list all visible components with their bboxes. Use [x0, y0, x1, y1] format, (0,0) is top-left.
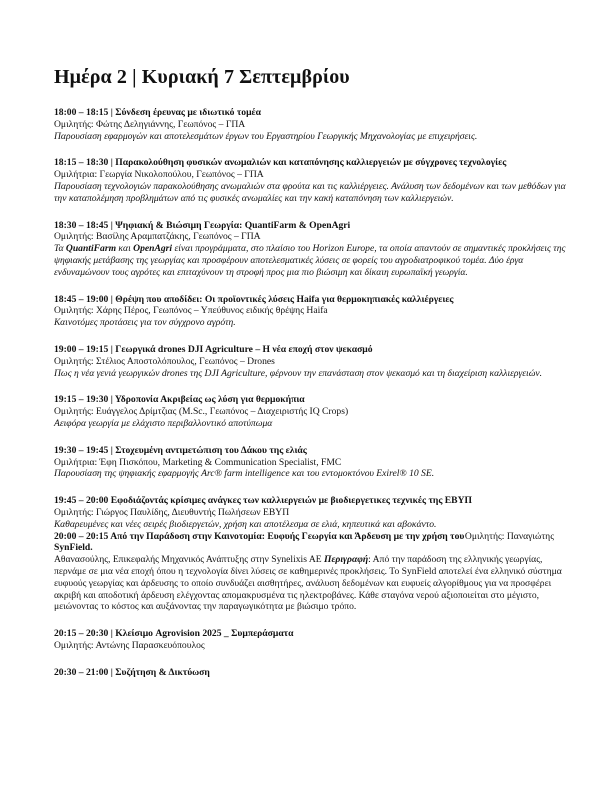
- desc-emphasis: OpenAgri: [133, 243, 173, 255]
- session-item: [54, 394, 574, 429]
- desc-text: Τα: [54, 243, 66, 255]
- program-page: [54, 66, 574, 693]
- session-title: 19:00 – 19:15 | Γεωργικά drones DJI Agriculture – Η νέα εποχή στον ψεκασμό: [54, 343, 373, 355]
- session-speaker: Ομιλήτρια: Γεωργία Νικολοπούλου, Γεωπόνος – ΓΠΑ: [54, 169, 264, 181]
- session-title: [54, 531, 574, 555]
- session-item-synfield: [54, 531, 574, 614]
- session-description: [54, 243, 574, 278]
- desc-text: είναι προγράμματα, στο πλαίσιο του Horizon Europe, τα οποία απαντούν σε σημαντικές προκλήσεις της ψηφιακής μετάβασης της γεωργίας και προσφέρουν αποτελεσματικές λύσεις σε φορείς του αγροδιατροφικού τομέα. Δύο έργα ενδυναμώνουν τους αγρότες και επιταχύνουν τη στροφή προς μια πιο βιώσιμη και δίκαιη ευρωπαϊκή γεωργία.: [54, 243, 566, 278]
- session-title: 18:00 – 18:15 | Σύνδεση έρευνας με ιδιωτικό τομέα: [54, 107, 261, 118]
- session-description: Παρουσίαση εφαρμογών και αποτελεσμάτων έργων του Εργαστηρίου Γεωργικής Μηχανολογίας με επιχειρήσεις.: [54, 130, 478, 142]
- session-description: Καινοτόμες προτάσεις για τον σύγχρονο αγρότη.: [54, 317, 236, 329]
- session-speaker: Ομιλητής: Στέλιος Αποστολόπουλος, Γεωπόνος – Drones: [54, 355, 275, 367]
- desc-text: : Από την παράδοση της ελληνικής γεωργίας, περνάμε σε μια νέα εποχή όπου η τεχνολογία δίνει λύσεις σε καθημερινές προκλήσεις. Το SynField αποτελεί ένα ελληνικό σύστημα ευφυούς γεωργίας και άρδευσης το οποίο συνδυάζει αισθητήρες, ανάλυση δεδομένων και ευφυείς αλγορίθμους για να προσφέρει ακριβή και αποδοτική άρδευση ελέγχοντας απομακρυσμένα τις ηλεκτροβάνες. Κάθε σταγόνα νερού αξιοποιείται στο μέγιστο, μειώνοντας το κόστος και αυξάνοντας την παραγωγικότητα με βιώσιμο τρόπο.: [54, 554, 562, 613]
- page-title: Ημέρα 2 | Κυριακή 7 Σεπτεμβρίου: [54, 66, 350, 88]
- session-description: Παρουσίαση της ψηφιακής εφαρμογής Arc® farm intelligence και του εντομοκτόνου Exirel® 10 SE.: [54, 468, 435, 480]
- session-title-text: 20:00 – 20:15 Από την Παράδοση στην Καινοτομία: Ευφυής Γεωργία και Άρδευση με την χρήση του SynField.: [54, 530, 465, 554]
- session-title: 19:45 – 20:00 Εφοδιάζοντάς κρίσιμες ανάγκες των καλλιεργειών με βιοδιεργετικες τεχνικές της ΕΒΥΠ: [54, 495, 472, 507]
- session-item: [54, 495, 574, 530]
- session-speaker: Ομιλητής: Φώτης Δεληγιάννης, Γεωπόνος – ΓΠΑ: [54, 118, 246, 130]
- session-description: Πως η νέα γενιά γεωργικών drones της DJI Agriculture, φέρνουν την επανάσταση στον ψεκασμό και τη διαχείριση καλλιεργειών.: [54, 367, 543, 379]
- session-speaker: Ομιλητής: Βασίλης Αραμπατζάκης, Γεωπόνος – ΓΠΑ: [54, 231, 261, 243]
- session-item: [54, 157, 574, 204]
- session-speaker: Ομιλήτρια: Έφη Πισκόπου, Marketing & Communication Specialist, FMC: [54, 456, 342, 468]
- desc-emphasis: QuantiFarm: [65, 243, 117, 255]
- session-description: Καθαρευμένες και νέες σειρές βιοδιεργετών, χρήση και αποτέλεσμα σε ελιά, κηπευτικά και αβοκάντο.: [54, 518, 437, 530]
- session-item: [54, 294, 574, 329]
- session-title: 19:30 – 19:45 | Στοχευμένη αντιμετώπιση του Δάκου της ελιάς: [54, 444, 307, 456]
- session-item: [54, 220, 574, 279]
- session-description: Παρουσίαση τεχνολογιών παρακολούθησης ανωμαλιών στα φρούτα και τις καλλιέργειες. Ανάλυση των δεδομένων και των μεθόδων για την καταπολέμηση προβλημάτων από τις φυσικές ανωμαλίες και την κακή καταπόνηση των καλλιεργειών.: [54, 180, 566, 204]
- session-item-closing: [54, 628, 574, 652]
- session-item-final: [54, 667, 574, 679]
- session-title: 19:15 – 19:30 | Υδροπονία Ακριβείας ως λύση για θερμοκήπια: [54, 394, 305, 406]
- desc-text: Αθανασούλης, Επικεφαλής Μηχανικός Ανάπτυξης στην Synelixis AE: [54, 554, 325, 566]
- session-item: [54, 445, 574, 480]
- session-title: 18:15 – 18:30 | Παρακολούθηση φυσικών ανωμαλιών και καταπόνησης καλλιεργειών με σύγχρονες τεχνολογίες: [54, 157, 507, 169]
- session-speaker-label: Ομιλητής: Παναγιώτης: [464, 530, 554, 542]
- session-speaker: Ομιλητής: Ευάγγελος Δρίμτζιας (M.Sc., Γεωπόνος – Διαχειριστής IQ Crops): [54, 406, 349, 418]
- session-speaker: Ομιλητής: Αντώνης Παρασκευόπουλος: [54, 639, 205, 651]
- session-item: [54, 107, 574, 142]
- desc-emphasis: Περιγραφή: [324, 554, 369, 566]
- session-title: 20:15 – 20:30 | Κλείσιμο Agrovision 2025 _ Συμπεράσματα: [54, 628, 294, 640]
- session-description: [54, 554, 574, 613]
- desc-text: και: [116, 243, 134, 255]
- session-speaker: Ομιλητής: Χάρης Πέρος, Γεωπόνος – Υπεύθυνος ειδικής θρέψης Haifa: [54, 305, 328, 317]
- session-item: [54, 344, 574, 379]
- session-title: 18:45 – 19:00 | Θρέψη που αποδίδει: Οι προϊοντικές λύσεις Haifa για θερμοκηπιακές καλλιέργειες: [54, 293, 454, 305]
- session-description: Αειφόρα γεωργία με ελάχιστο περιβαλλοντικό αποτύπωμα: [54, 417, 273, 429]
- session-title: 20:30 – 21:00 | Συζήτηση & Δικτύωση: [54, 666, 210, 678]
- session-speaker: Ομιλητής: Γιώργος Παυλίδης, Διευθυντής Πωλήσεων ΕΒΥΠ: [54, 506, 290, 518]
- session-title: 18:30 – 18:45 | Ψηφιακή & Βιώσιμη Γεωργία: QuantiFarm & OpenAgri: [54, 219, 351, 231]
